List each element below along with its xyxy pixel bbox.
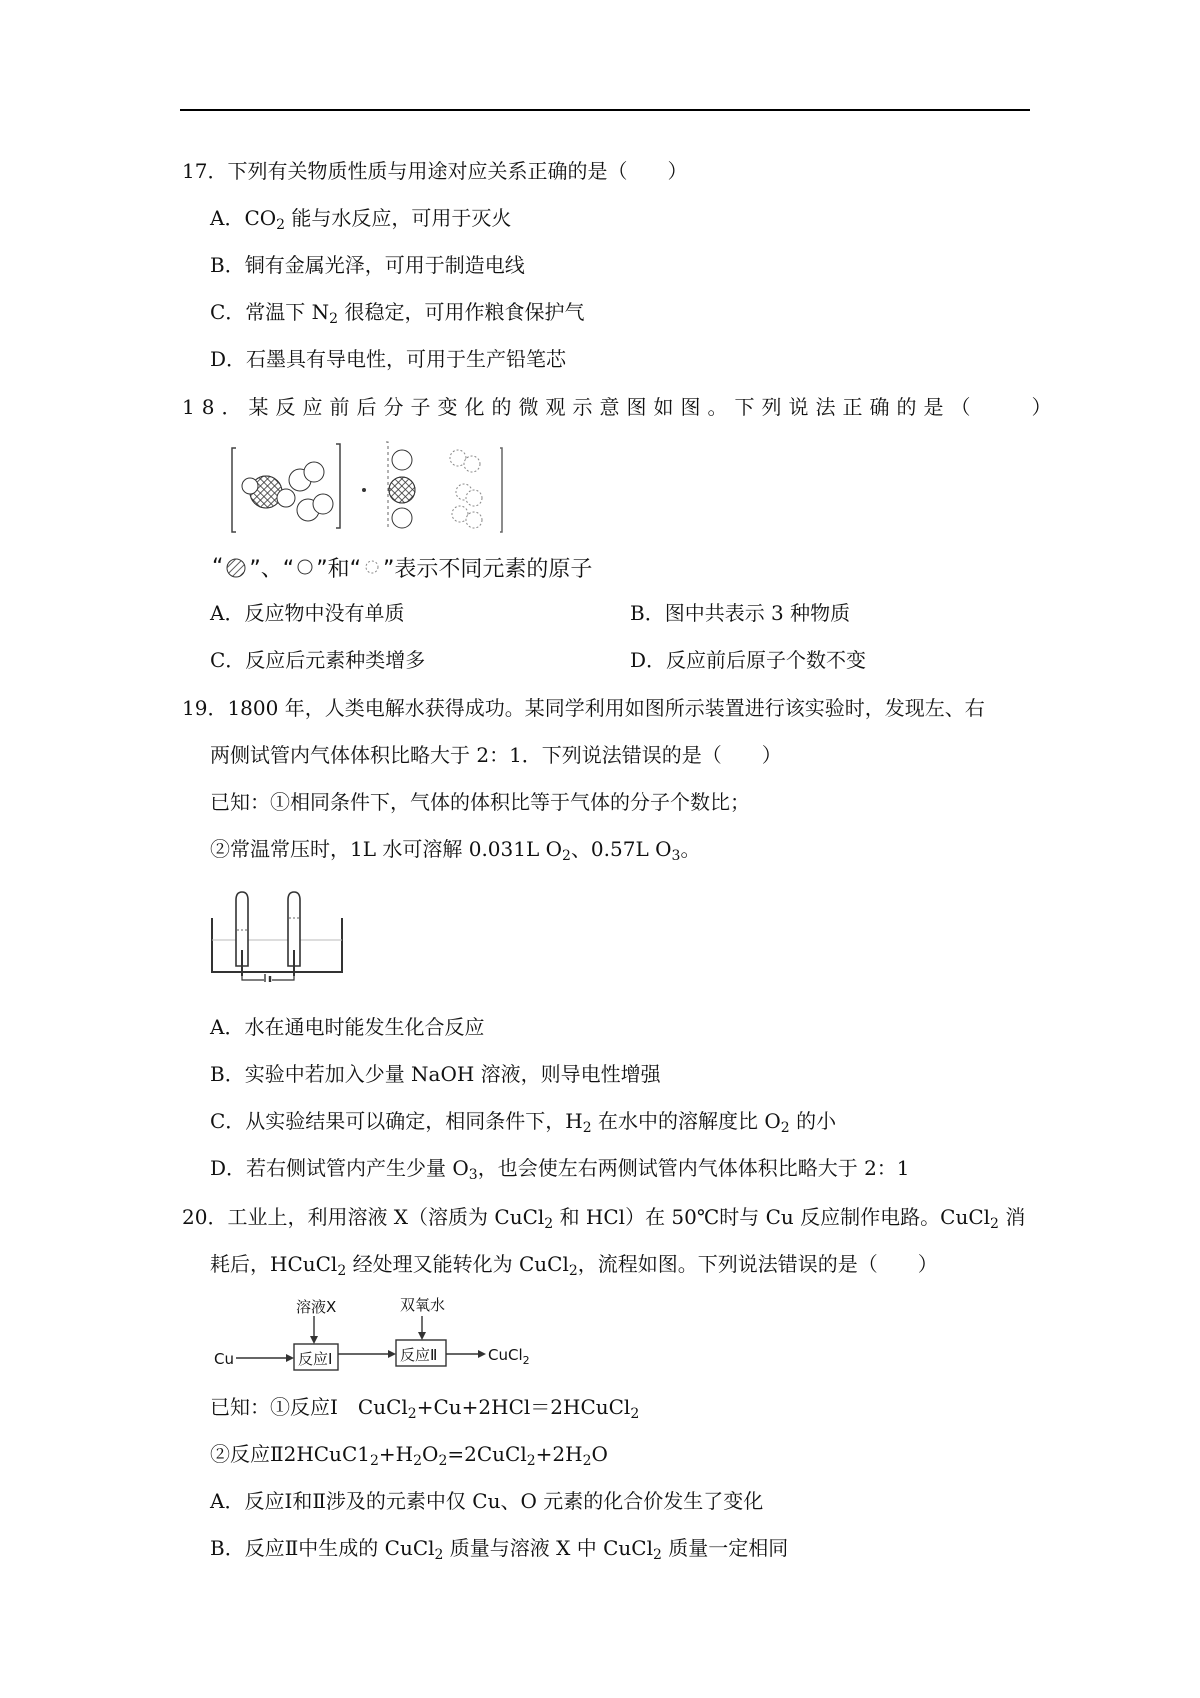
flow-solution-x-label: 溶液X: [296, 1298, 337, 1316]
flow-reaction-2-label: 反应Ⅱ: [400, 1346, 438, 1364]
q20-known-2: ②反应$Ⅱ2HCuC1_2+H_2O_2=2CuCl_2+2H_2O$: [210, 1442, 608, 1469]
q20-known-1: 已知：①反应Ⅰ CuCl$_2$+Cu+2HCl＝2HCuCl$_2$: [210, 1395, 640, 1422]
flow-cu-label: Cu: [214, 1350, 234, 1368]
process-flow-diagram: [214, 1294, 554, 1374]
flow-output-label: CuCl$_2$: [488, 1346, 530, 1367]
q19-option-c: C．从实验结果可以确定，相同条件下，$H_2$ 在水中的溶解度比 $O_2$ 的小: [210, 1109, 837, 1136]
q17-stem: 17．下列有关物质性质与用途对应关系正确的是（ ）: [182, 159, 688, 183]
q18-stem: 18．某反应前后分子变化的微观示意图如图。下列说法正确的是（ ）: [182, 395, 1059, 419]
hatched-atom-icon: [223, 557, 249, 579]
header-rule: [180, 109, 1030, 111]
molecule-diagram: [228, 440, 528, 540]
dashed-atom-icon: [361, 557, 383, 579]
electrolysis-apparatus: [210, 890, 350, 982]
flow-reaction-1-label: 反应Ⅰ: [298, 1350, 333, 1368]
q18-option-d: D．反应前后原子个数不变: [630, 648, 867, 672]
q18-option-b: B．图中共表示 3 种物质: [630, 601, 851, 625]
q17-option-d: D．石墨具有导电性，可用于生产铅笔芯: [210, 347, 567, 371]
q17-option-b: B．铜有金属光泽，可用于制造电线: [210, 253, 525, 277]
q18-option-a: A．反应物中没有单质: [210, 601, 405, 625]
q19-stem-line1: 19．1800 年，人类电解水获得成功。某同学利用如图所示装置进行该实验时，发现左、右: [182, 696, 985, 720]
q19-known-2: ②常温常压时，1L 水可溶解 0.031L $O_2$、0.57L $O_3$。: [210, 837, 701, 864]
q17-option-a: A．$CO_2$ 能与水反应，可用于灭火: [210, 206, 512, 233]
q19-option-a: A．水在通电时能发生化合反应: [210, 1015, 485, 1039]
q19-known-1: 已知：①相同条件下，气体的体积比等于气体的分子个数比；: [210, 790, 750, 814]
q19-stem-line2: 两侧试管内气体体积比略大于 2：1．下列说法错误的是（ ）: [210, 743, 782, 767]
flow-peroxide-label: 双氧水: [400, 1296, 446, 1314]
q20-option-b: B．反应Ⅱ中生成的 CuCl$_2$ 质量与溶液 X 中 CuCl$_2$ 质量一定相同: [210, 1536, 789, 1563]
q20-stem-line1: 20．工业上，利用溶液 X（溶质为 CuCl$_2$ 和 HCl）在 50℃时与 Cu 反应制作电路。CuCl$_2$ 消: [182, 1205, 1026, 1232]
q18-legend: “ ”、“ ”和“ ”表示不同元素的原子: [212, 555, 593, 582]
q17-option-c: C．常温下 $N_2$ 很稳定，可用作粮食保护气: [210, 300, 585, 327]
q18-option-c: C．反应后元素种类增多: [210, 648, 426, 672]
q20-stem-line2: 耗后，HCuCl$_2$ 经处理又能转化为 CuCl$_2$，流程如图。下列说法错误的是（ ）: [210, 1252, 938, 1279]
q19-option-b: B．实验中若加入少量 NaOH 溶液，则导电性增强: [210, 1062, 661, 1086]
q19-option-d: D．若右侧试管内产生少量 $O_3$，也会使左右两侧试管内气体体积比略大于 2：1: [210, 1156, 910, 1183]
open-atom-icon: [294, 557, 316, 579]
q20-option-a: A．反应Ⅰ和Ⅱ涉及的元素中仅 Cu、O 元素的化合价发生了变化: [210, 1489, 764, 1513]
